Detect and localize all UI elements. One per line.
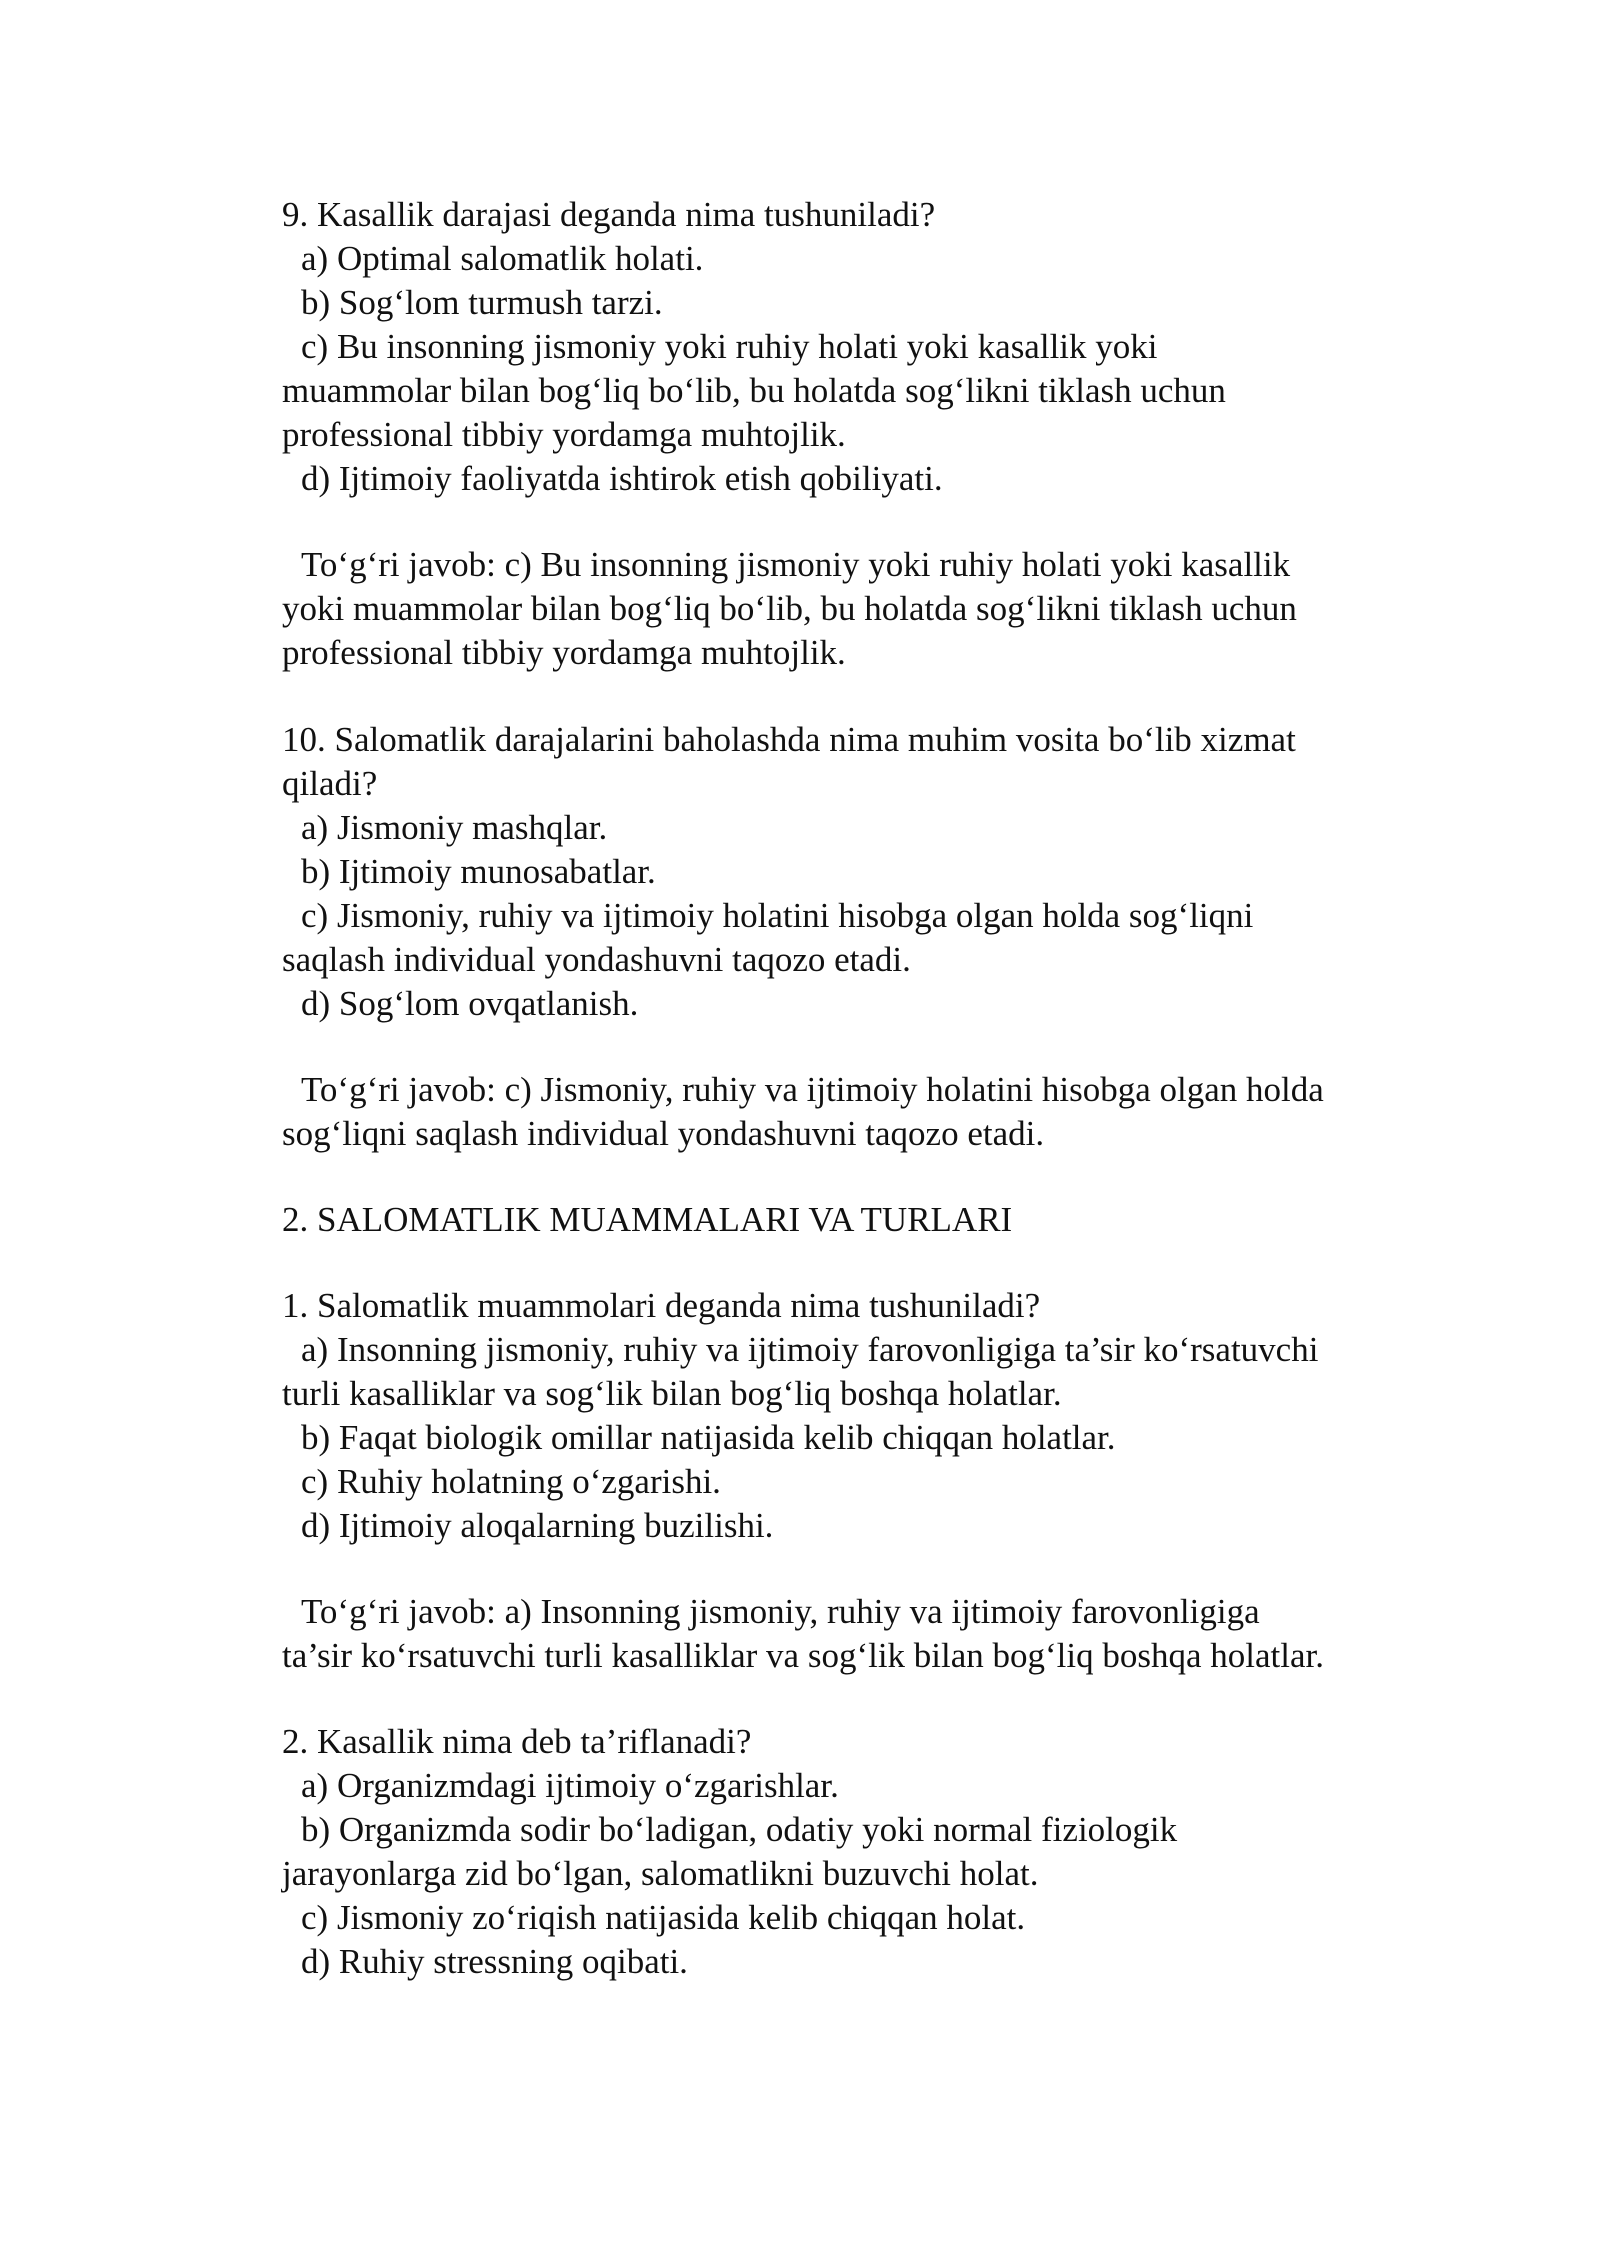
question-9-option-c: c) Bu insonning jismoniy yoki ruhiy holati yoki kasallik yoki [301,327,1158,366]
question-2-option-a: a) Organizmdagi ijtimoiy o‘zgarishlar. [301,1766,839,1805]
question-10-title-cont: qiladi? [282,764,378,803]
question-2-title: 2. Kasallik nima deb ta’riflanadi? [282,1722,752,1761]
question-10-answer-cont: sog‘liqni saqlash individual yondashuvni taqozo etadi. [282,1114,1045,1153]
question-1-option-c: c) Ruhiy holatning o‘zgarishi. [301,1462,721,1501]
question-9-title: 9. Kasallik darajasi deganda nima tushuniladi? [282,195,936,234]
question-10-answer: To‘g‘ri javob: c) Jismoniy, ruhiy va ijtimoiy holatini hisobga olgan holda [301,1070,1324,1109]
question-1-answer-cont: ta’sir ko‘rsatuvchi turli kasalliklar va sog‘lik bilan bog‘liq boshqa holatlar. [282,1636,1325,1675]
question-9-option-c-cont: professional tibbiy yordamga muhtojlik. [282,415,846,454]
question-10-option-b: b) Ijtimoiy munosabatlar. [301,852,656,891]
question-1-option-a: a) Insonning jismoniy, ruhiy va ijtimoiy farovonligiga ta’sir ko‘rsatuvchi [301,1330,1319,1369]
question-1-option-a-cont: turli kasalliklar va sog‘lik bilan bog‘liq boshqa holatlar. [282,1374,1062,1413]
question-2-option-b: b) Organizmda sodir bo‘ladigan, odatiy yoki normal fiziologik [301,1810,1178,1849]
question-10-option-c-cont: saqlash individual yondashuvni taqozo etadi. [282,940,911,979]
question-9-answer-cont: professional tibbiy yordamga muhtojlik. [282,633,846,672]
question-2-option-c: c) Jismoniy zo‘riqish natijasida kelib chiqqan holat. [301,1898,1026,1937]
question-9-option-c-cont: muammolar bilan bog‘liq bo‘lib, bu holatda sog‘likni tiklash uchun [282,371,1226,410]
section-heading: 2. SALOMATLIK MUAMMALARI VA TURLARI [282,1200,1013,1239]
question-1-answer: To‘g‘ri javob: a) Insonning jismoniy, ruhiy va ijtimoiy farovonligiga [301,1592,1260,1631]
question-1-title: 1. Salomatlik muammolari deganda nima tushuniladi? [282,1286,1041,1325]
question-2-option-b-cont: jarayonlarga zid bo‘lgan, salomatlikni buzuvchi holat. [282,1854,1039,1893]
question-10-option-a: a) Jismoniy mashqlar. [301,808,608,847]
question-10-option-d: d) Sog‘lom ovqatlanish. [301,984,639,1023]
question-1-option-d: d) Ijtimoiy aloqalarning buzilishi. [301,1506,774,1545]
question-10-title: 10. Salomatlik darajalarini baholashda nima muhim vosita bo‘lib xizmat [282,720,1296,759]
question-2-option-d: d) Ruhiy stressning oqibati. [301,1942,688,1981]
question-9-option-a: a) Optimal salomatlik holati. [301,239,704,278]
question-1-option-b: b) Faqat biologik omillar natijasida kelib chiqqan holatlar. [301,1418,1116,1457]
question-9-option-b: b) Sog‘lom turmush tarzi. [301,283,663,322]
question-9-option-d: d) Ijtimoiy faoliyatda ishtirok etish qobiliyati. [301,459,943,498]
question-10-option-c: c) Jismoniy, ruhiy va ijtimoiy holatini hisobga olgan holda sog‘liqni [301,896,1254,935]
question-9-answer-cont: yoki muammolar bilan bog‘liq bo‘lib, bu holatda sog‘likni tiklash uchun [282,589,1297,628]
question-9-answer: To‘g‘ri javob: c) Bu insonning jismoniy yoki ruhiy holati yoki kasallik [301,545,1291,584]
